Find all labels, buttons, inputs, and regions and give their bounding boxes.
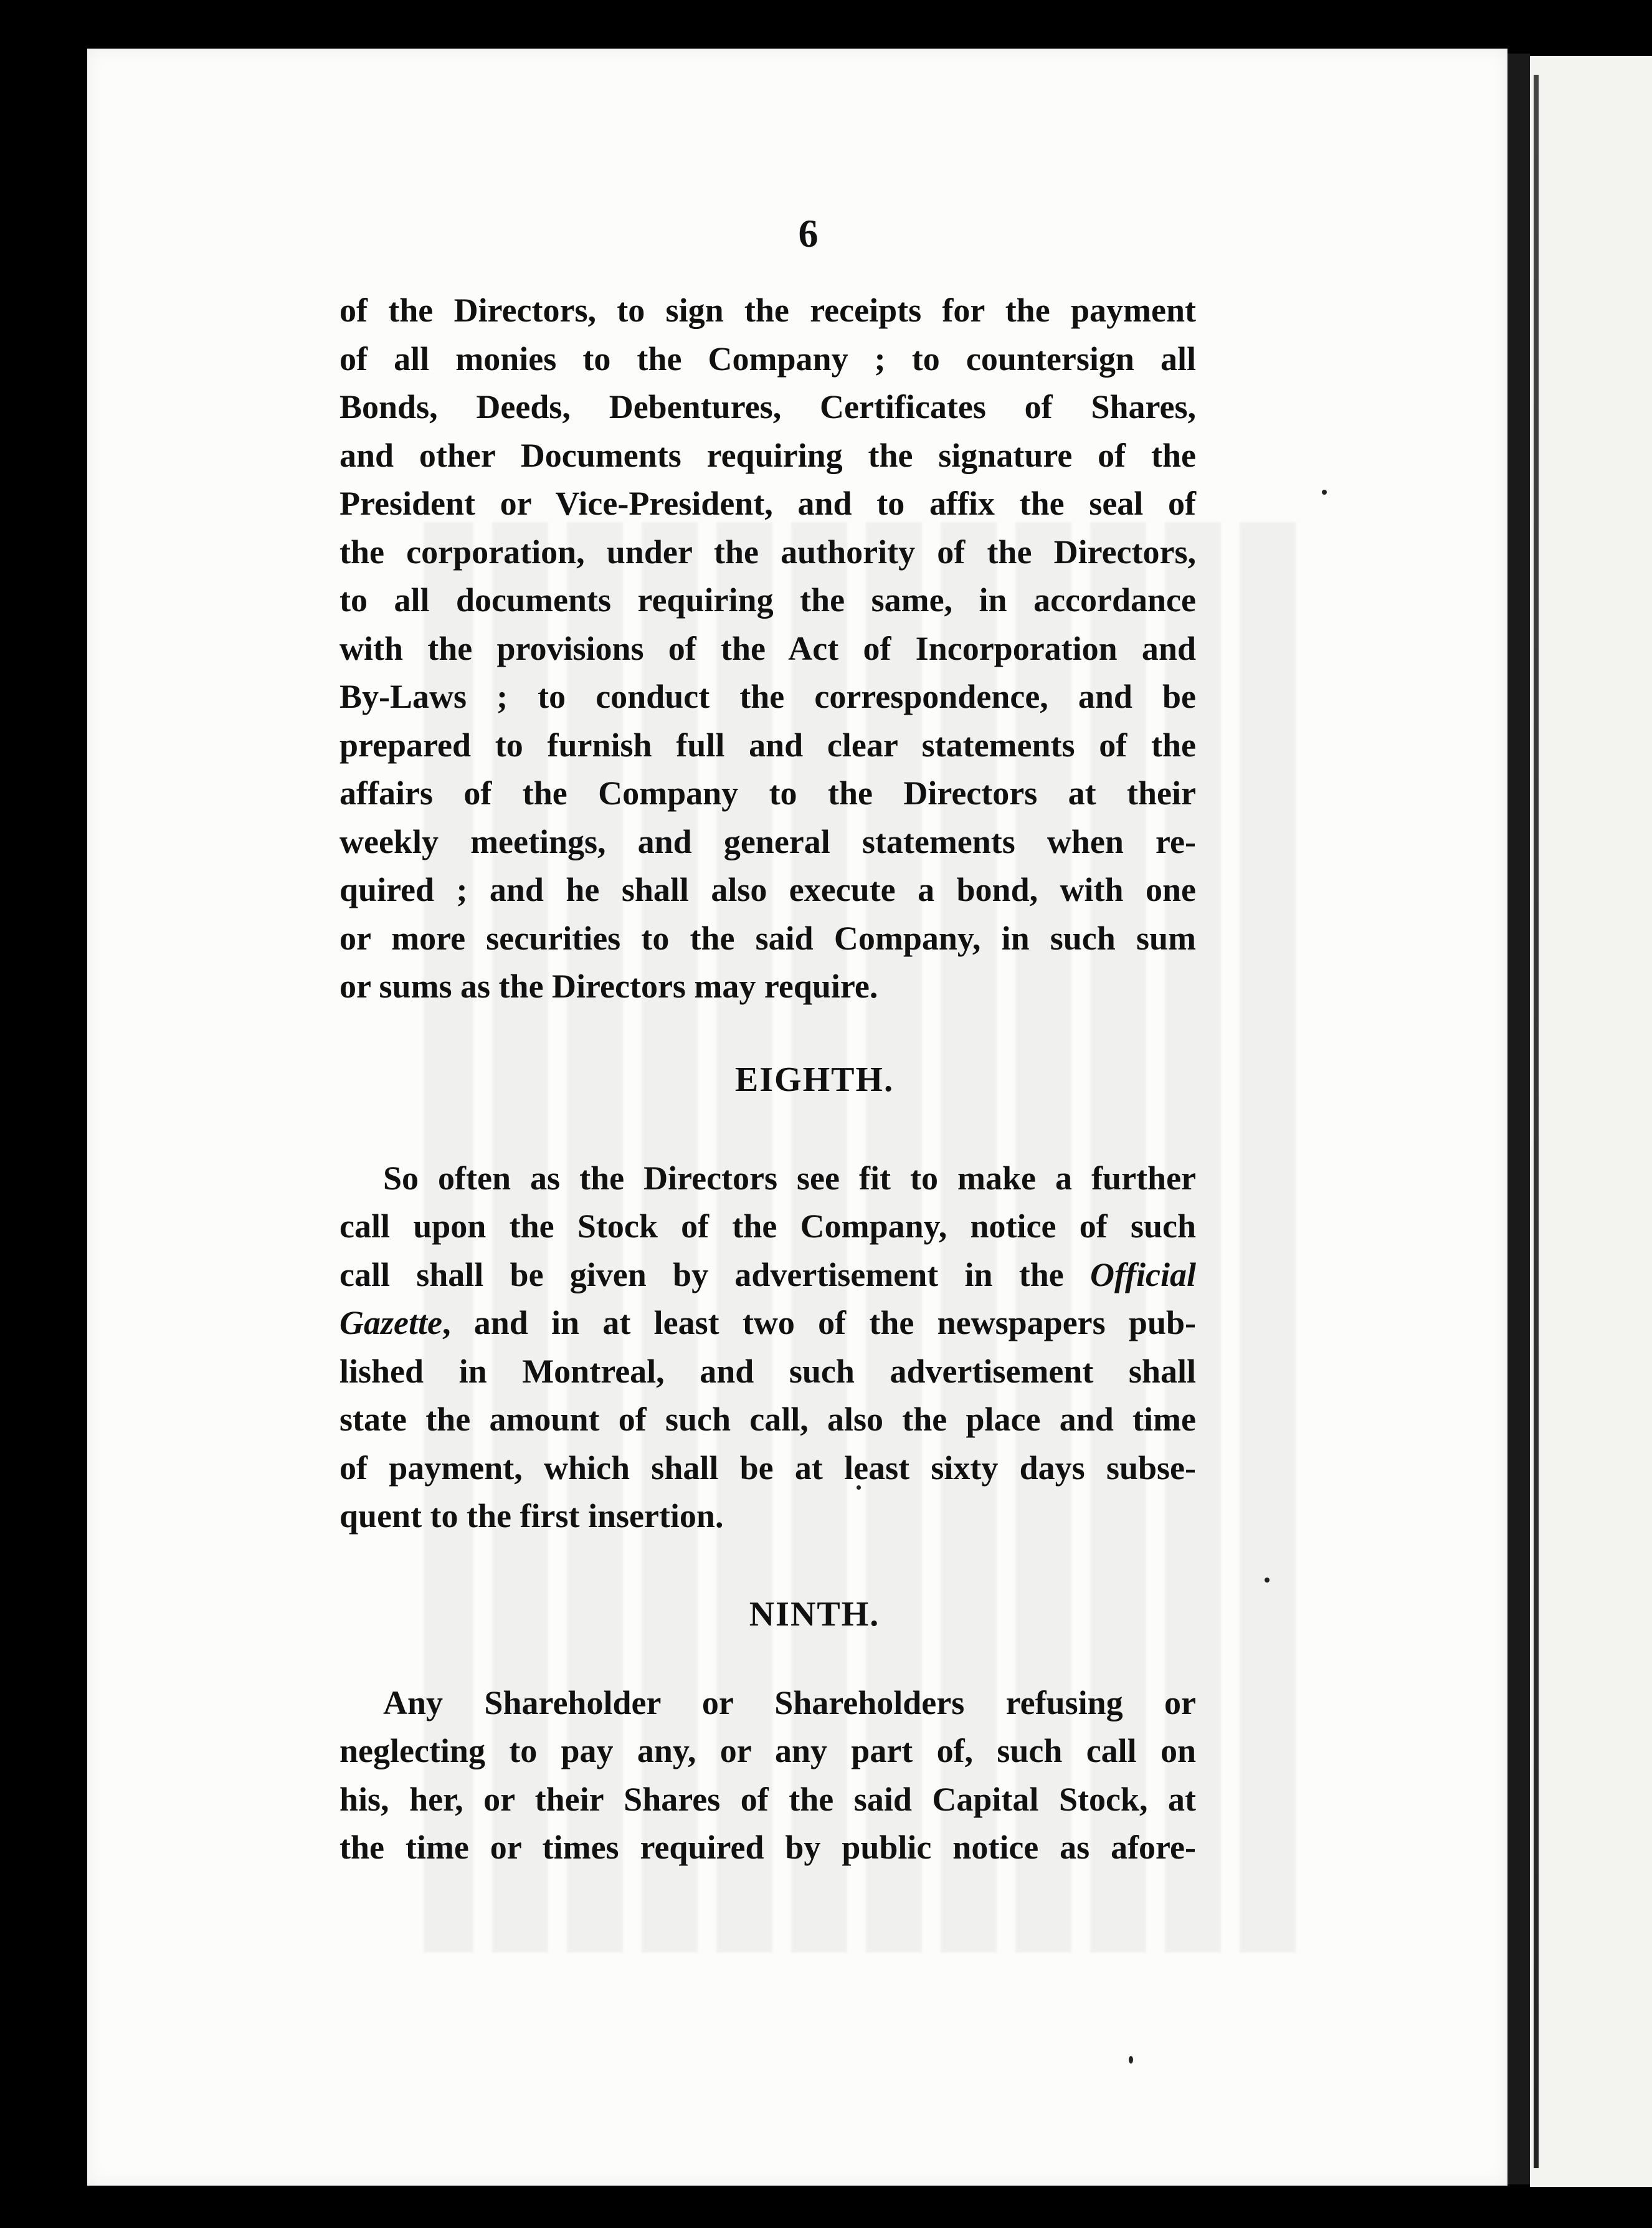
text-line: Bonds, Deeds, Debentures, Certificates of Shares, <box>339 388 1196 426</box>
paragraph-ninth <box>339 1679 1196 1872</box>
text-line: or more securities to the said Company, in such sum <box>339 919 1196 957</box>
text-line: with the provisions of the Act of Incorporation and <box>339 629 1196 667</box>
text-line: prepared to furnish full and clear statements of the <box>339 726 1196 764</box>
binding-fold <box>1534 75 1539 2168</box>
paragraph-eighth <box>339 1154 1196 1541</box>
text-line: or sums as the Directors may require. <box>339 968 878 1005</box>
text-line: affairs of the Company to the Directors at their <box>339 774 1196 812</box>
text-line: neglecting to pay any, or any part of, such call on <box>339 1732 1196 1769</box>
text-line: call upon the Stock of the Company, notice of such <box>339 1207 1196 1245</box>
text-line: call shall be given by advertisement in the Official <box>339 1255 1196 1293</box>
text-line: his, her, or their Shares of the said Capital Stock, at <box>339 1780 1196 1818</box>
ink-speck <box>1265 1578 1270 1583</box>
page-edge-shadow <box>1507 54 1530 2184</box>
text-line: Gazette, and in at least two of the newspapers pub- <box>339 1304 1196 1341</box>
text-line: Any Shareholder or Shareholders refusing or <box>383 1683 1196 1721</box>
page-number: 6 <box>798 211 819 255</box>
section-heading-ninth: NINTH. <box>749 1594 880 1634</box>
text-line: the corporation, under the authority of the Directors, <box>339 533 1196 571</box>
text-line: By-Laws ; to conduct the correspondence, and be <box>339 678 1196 715</box>
text-line: lished in Montreal, and such advertisement shall <box>339 1352 1196 1390</box>
paragraph-seventh-continued <box>339 287 1196 1011</box>
text-line: of the Directors, to sign the receipts for the payment <box>339 292 1196 329</box>
text-line: of payment, which shall be at least sixty days subse- <box>339 1449 1196 1487</box>
text-line: the time or times required by public notice as afore- <box>339 1829 1196 1866</box>
text-line: and other Documents requiring the signature of the <box>339 436 1196 474</box>
text-line: state the amount of such call, also the place and time <box>339 1401 1196 1438</box>
text-line: So often as the Directors see fit to make a further <box>383 1159 1196 1197</box>
text-line: President or Vice-President, and to affix the seal of <box>339 485 1196 522</box>
section-heading-eighth: EIGHTH. <box>734 1060 895 1099</box>
page-content <box>339 206 1196 1872</box>
text-line: weekly meetings, and general statements when re- <box>339 822 1196 860</box>
text-line: quent to the first insertion. <box>339 1497 724 1535</box>
ink-speck <box>1322 490 1327 495</box>
ink-speck <box>1129 2056 1133 2064</box>
text-line: to all documents requiring the same, in accordance <box>339 581 1196 619</box>
text-line: of all monies to the Company ; to countersign all <box>339 340 1196 378</box>
text-line: quired ; and he shall also execute a bond, with one <box>339 871 1196 908</box>
adjacent-page <box>1530 56 1652 2187</box>
